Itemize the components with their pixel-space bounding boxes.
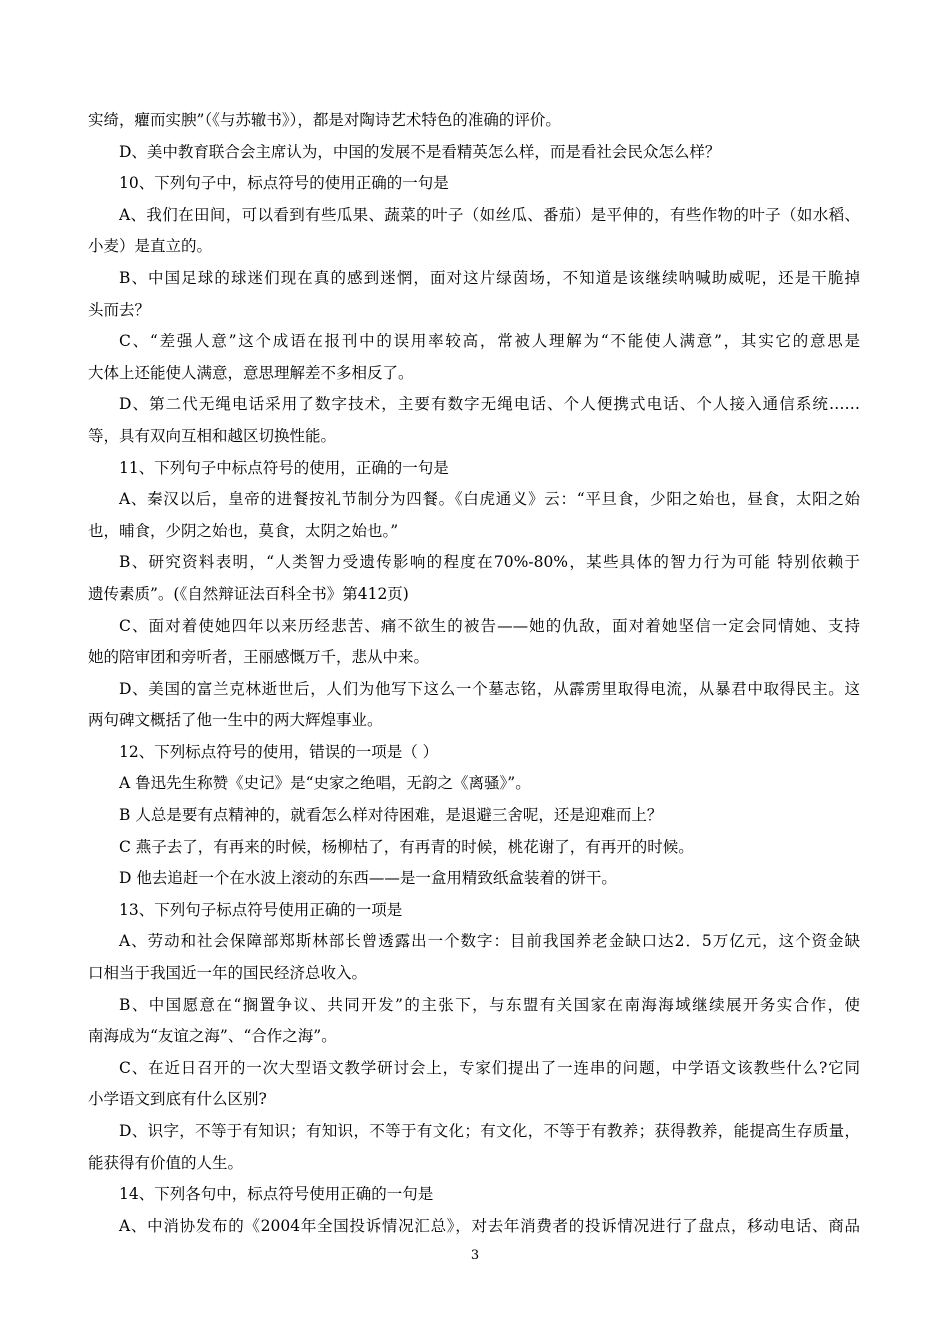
text-line: 她的陪审团和旁听者，王丽感慨万千，悲从中来。: [88, 648, 430, 667]
text-line: 能获得有价值的人生。: [88, 1153, 244, 1172]
text-line: 两句碑文概括了他一生中的两大辉煌事业。: [88, 711, 383, 730]
text-line: 遗传素质”。(《自然辩证法百科全书》第412页): [88, 584, 409, 603]
text-line: 口相当于我国近一年的国民经济总收入。: [88, 964, 368, 983]
text-line: B、中国足球的球迷们现在真的感到迷惘，面对这片绿茵场，不知道是该继续呐喊助威呢，还是干脆掉: [119, 268, 860, 287]
text-line: 等，具有双向互相和越区切换性能。: [88, 426, 337, 445]
text-line: 14、下列各句中，标点符号使用正确的一句是: [119, 1185, 434, 1204]
text-line: 也，晡食，少阴之始也，莫食，太阴之始也。”: [88, 521, 399, 540]
text-line: 南海成为“友谊之海”、“合作之海”。: [88, 1027, 337, 1046]
text-line: 10、下列句子中，标点符号的使用正确的一句是: [119, 174, 449, 193]
text-line: 12、下列标点符号的使用，错误的一项是（ ）: [119, 742, 439, 761]
document-body: [88, 105, 860, 1242]
text-line: C、在近日召开的一次大型语文教学研讨会上，专家们提出了一连串的问题，中学语文该教些什么?它同: [119, 1058, 860, 1077]
text-line: B 人总是要有点精神的，就看怎么样对待困难，是退避三舍呢，还是迎难而上？: [119, 806, 663, 825]
text-line: D、美中教育联合会主席认为，中国的发展不是看精英怎么样，而是看社会民众怎么样？: [119, 142, 721, 161]
text-line: 小学语文到底有什么区别?: [88, 1090, 267, 1109]
text-line: 13、下列句子标点符号使用正确的一项是: [119, 900, 403, 919]
text-line: A、中消协发布的《2004年全国投诉情况汇总》，对去年消费者的投诉情况进行了盘点，移动电话、商品: [119, 1216, 860, 1235]
text-line: C、面对着使她四年以来历经悲苦、痛不欲生的被告——她的仇敌，面对着她坚信一定会同情她、支持: [119, 616, 860, 635]
text-line: A 鲁迅先生称赞《史记》是“史家之绝唱，无韵之《离骚》”。: [119, 774, 531, 793]
text-line: 小麦）是直立的。: [88, 237, 213, 256]
text-line: A、我们在田间，可以看到有些瓜果、蔬菜的叶子（如丝瓜、番茄）是平伸的，有些作物的叶子（如水稻、: [119, 205, 860, 224]
text-line: D、美国的富兰克林逝世后，人们为他写下这么一个墓志铭，从霹雳里取得电流，从暴君中取得民主。这: [119, 679, 860, 698]
page-number: 3: [470, 1248, 480, 1263]
text-line: 头而去？: [88, 300, 151, 319]
text-line: 大体上还能使人满意，意思理解差不多相反了。: [88, 363, 414, 382]
text-line: 11、下列句子中标点符号的使用，正确的一句是: [119, 458, 449, 477]
text-line: A、秦汉以后，皇帝的进餐按礼节制分为四餐。《白虎通义》云：“平旦食，少阳之始也，昼食，太阳之始: [119, 490, 860, 509]
text-line: D、识字，不等于有知识；有知识，不等于有文化；有文化，不等于有教养；获得教养，能提高生存质量，: [119, 1122, 860, 1140]
text-line: 实绮，癯而实腴”（《与苏辙书》），都是对陶诗艺术特色的准确的评价。: [88, 111, 561, 129]
text-line: A、劳动和社会保障部郑斯林部长曾透露出一个数字：目前我国养老金缺口达2．5万亿元，这个资金缺: [119, 932, 860, 951]
text-line: C、“差强人意”这个成语在报刊中的误用率较高，常被人理解为“不能使人满意”，其实它的意思是: [119, 332, 860, 351]
text-line: B、中国愿意在“搁置争议、共同开发”的主张下，与东盟有关国家在南海海域继续展开务实合作，使: [119, 995, 860, 1014]
text-line: D 他去追赶一个在水波上滚动的东西——是一盒用精致纸盒装着的饼干。: [119, 869, 617, 888]
text-line: D、第二代无绳电话采用了数字技术，主要有数字无绳电话、个人便携式电话、个人接入通信系统……: [119, 395, 860, 414]
text-line: B、研究资料表明，“人类智力受遗传影响的程度在70%-80%，某些具体的智力行为可能 特别依赖于: [119, 553, 860, 572]
text-line: C 燕子去了，有再来的时候，杨柳枯了，有再青的时候，桃花谢了，有再开的时候。: [119, 837, 694, 856]
